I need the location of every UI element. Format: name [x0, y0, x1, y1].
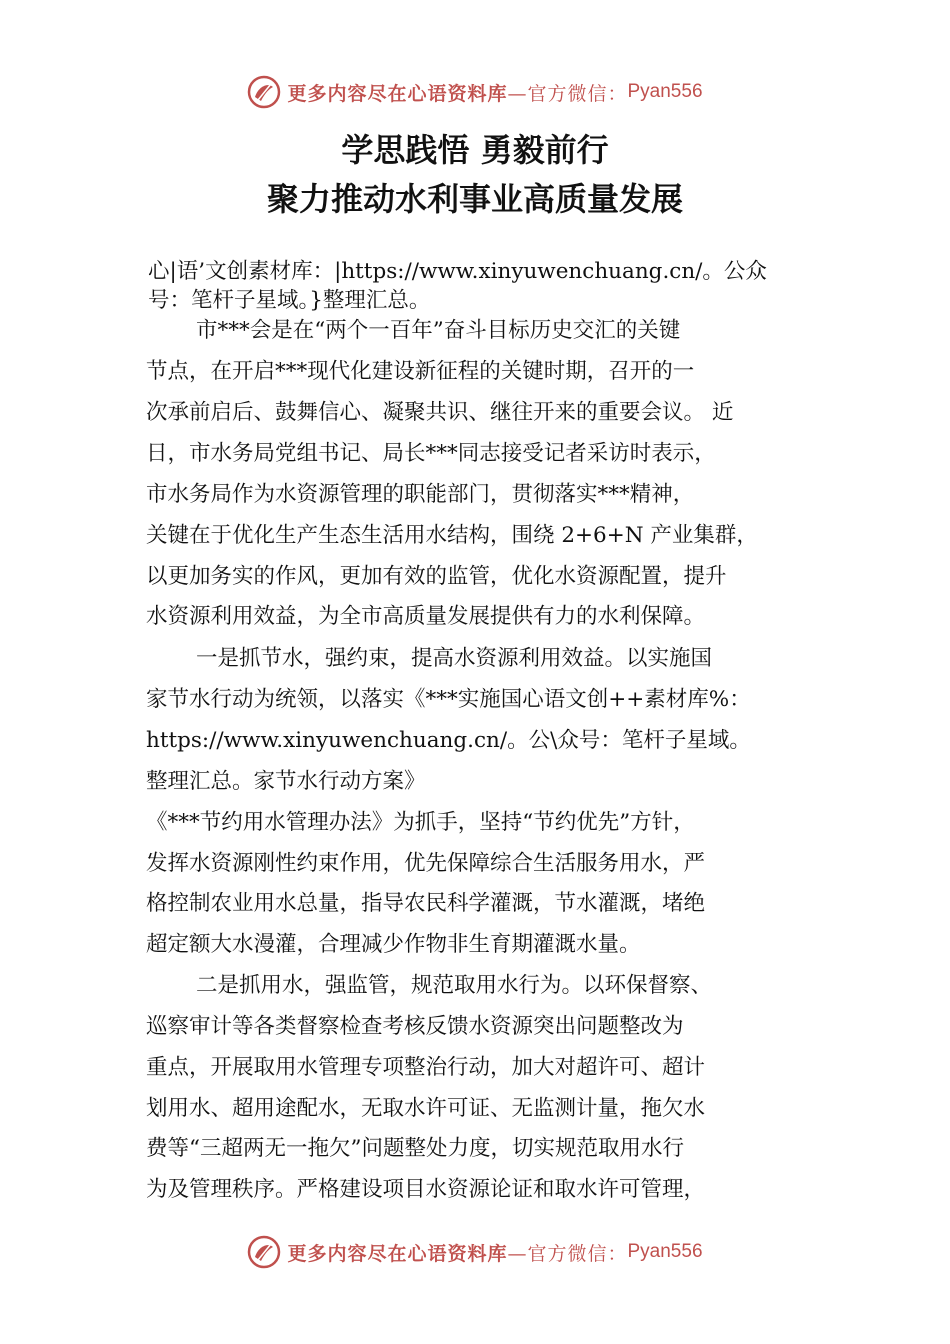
banner-title: 更多内容尽在心语资料库: [287, 82, 508, 105]
body-line: https://www.xinyuwenchuang.cn/。公\众号：笔杆子星域。: [146, 728, 751, 753]
document-title-line2: 聚力推动水利事业高质量发展: [266, 180, 683, 218]
banner-label: —官方微信：: [507, 1242, 628, 1265]
body-line: 巡察审计等各类督察检查考核反馈水资源突出问题整改为: [146, 1014, 684, 1039]
body-line: 二是抓用水，强监管，规范取用水行为。以环保督察、: [196, 973, 713, 998]
body-line: 费等“三超两无一拖欠”问题整处力度，切实规范取用水行: [146, 1136, 684, 1161]
header-banner: [0, 72, 950, 112]
banner-wechat-id: Pyan556: [627, 81, 703, 102]
banner-title: 更多内容尽在心语资料库: [287, 1242, 508, 1265]
body-line: 超定额大水漫灌，合理减少作物非生育期灌溉水量。: [146, 932, 641, 957]
body-line: 整理汇总。家节水行动方案》: [146, 769, 426, 794]
body-line: 次承前启后、鼓舞信心、凝聚共识、继往开来的重要会议。 近: [146, 400, 734, 425]
body-line: 为及管理秩序。严格建设项目水资源论证和取水许可管理，: [146, 1177, 706, 1202]
body-line: 关键在于优化生产生态生活用水结构，围绕 2+6+N 产业集群，: [146, 523, 758, 548]
seal-logo-icon: [247, 75, 281, 109]
footer-banner: [0, 1232, 950, 1272]
body-line: 心|语’文创素材库：|https://www.xinyuwenchuang.cn/。公众: [148, 259, 767, 284]
body-line: 发挥水资源刚性约束作用，优先保障综合生活服务用水，严: [146, 851, 706, 876]
seal-logo-icon: [247, 1235, 281, 1269]
body-line: 节点，在开启***现代化建设新征程的关键时期，召开的一: [146, 359, 695, 384]
body-line: 划用水、超用途配水，无取水许可证、无监测计量，拖欠水: [146, 1096, 706, 1121]
body-line: 市水务局作为水资源管理的职能部门，贯彻落实***精神，: [146, 482, 695, 507]
body-line: 重点，开展取用水管理专项整治行动，加大对超许可、超计: [146, 1055, 706, 1080]
body-line: 一是抓节水，强约束，提高水资源利用效益。以实施国: [196, 646, 713, 671]
body-line: 号：笔杆子星域。}整理汇总。: [148, 288, 431, 313]
body-line: 《***节约用水管理办法》为抓手，坚持“节约优先”方针，: [146, 810, 695, 835]
body-line: 水资源利用效益，为全市高质量发展提供有力的水利保障。: [146, 604, 706, 629]
banner-label: —官方微信：: [507, 82, 628, 105]
body-line: 市***会是在“两个一百年”奋斗目标历史交汇的关键: [196, 318, 681, 343]
body-line: 日，市水务局党组书记、局长***同志接受记者采访时表示，: [146, 441, 716, 466]
banner-wechat-id: Pyan556: [627, 1241, 703, 1262]
body-line: 格控制农业用水总量，指导农民科学灌溉，节水灌溉，堵绝: [146, 891, 706, 916]
document-title-line1: 学思践悟 勇毅前行: [341, 131, 609, 169]
body-line: 家节水行动为统领，以落实《***实施国心语文创++素材库%：: [146, 687, 751, 712]
body-line: 以更加务实的作风，更加有效的监管，优化水资源配置，提升: [146, 564, 727, 589]
